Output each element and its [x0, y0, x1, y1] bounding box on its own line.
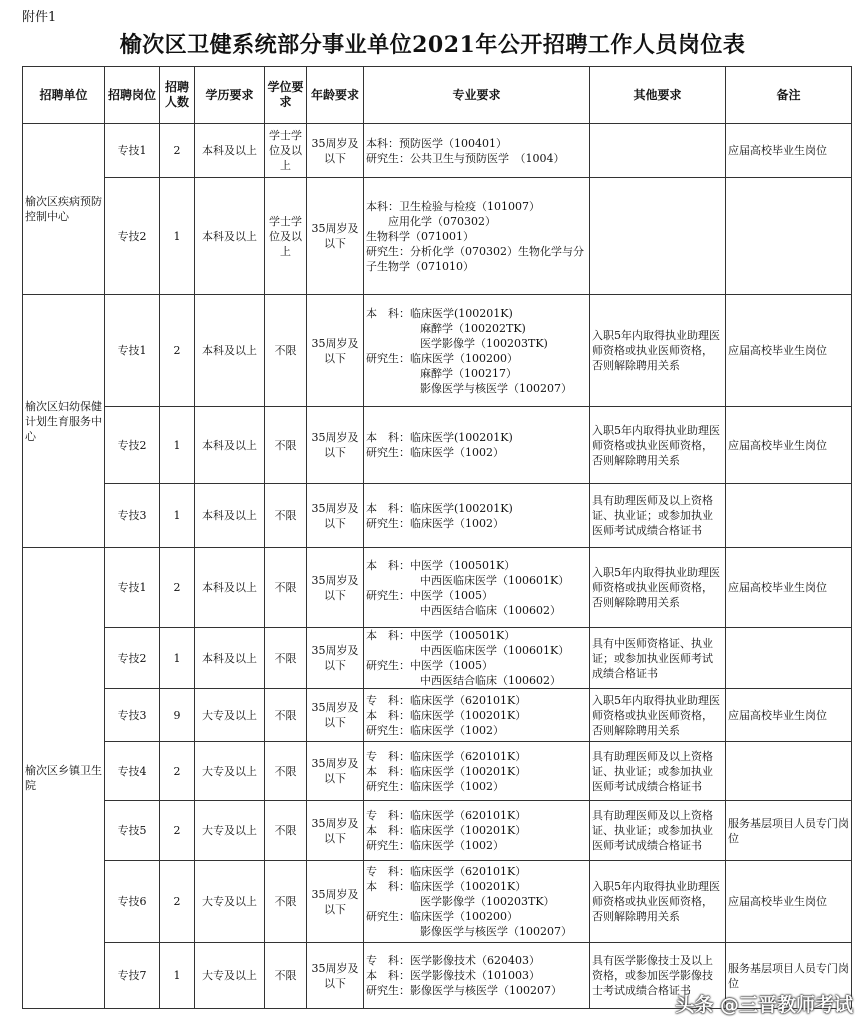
other-cell: 具有医学影像技士及以上资格，或参加医学影像技士考试成绩合格证书: [590, 943, 726, 1009]
note-cell: 应届高校毕业生岗位: [726, 124, 852, 178]
degree-cell: 不限: [265, 689, 307, 742]
other-cell: 入职5年内取得执业助理医师资格或执业医师资格，否则解除聘用关系: [590, 407, 726, 484]
education-cell: 大专及以上: [195, 742, 265, 801]
count-cell: 1: [160, 407, 195, 484]
position-cell: 专技5: [105, 801, 160, 861]
note-cell: 应届高校毕业生岗位: [726, 861, 852, 943]
note-cell: [726, 628, 852, 689]
position-cell: 专技4: [105, 742, 160, 801]
document-title: 榆次区卫健系统部分事业单位2021年公开招聘工作人员岗位表: [119, 32, 746, 58]
degree-cell: 不限: [265, 484, 307, 548]
education-cell: 本科及以上: [195, 484, 265, 548]
note-cell: [726, 484, 852, 548]
age-cell: 35周岁及以下: [307, 628, 364, 689]
position-cell: 专技3: [105, 689, 160, 742]
degree-cell: 不限: [265, 407, 307, 484]
major-cell: 本科：预防医学（100401） 研究生：公共卫生与预防医学 （1004）: [364, 124, 590, 178]
education-cell: 大专及以上: [195, 943, 265, 1009]
age-cell: 35周岁及以下: [307, 124, 364, 178]
table-row: [23, 628, 852, 689]
major-cell: 本 科：临床医学(100201K) 研究生：临床医学（1002）: [364, 484, 590, 548]
count-cell: 1: [160, 178, 195, 295]
col-header-age: 年龄要求: [307, 67, 364, 124]
col-header-degree: 学位要求: [265, 67, 307, 124]
degree-cell: 不限: [265, 742, 307, 801]
education-cell: 本科及以上: [195, 628, 265, 689]
major-cell: 本 科：临床医学(100201K) 麻醉学（100202TK) 医学影像学（100203TK) 研究生：临床医学（100200） 麻醉学（100217） 影像医学与核医学（100207）: [364, 295, 590, 407]
position-cell: 专技1: [105, 295, 160, 407]
note-cell: 应届高校毕业生岗位: [726, 689, 852, 742]
col-header-unit: 招聘单位: [23, 67, 105, 124]
degree-cell: 不限: [265, 801, 307, 861]
count-cell: 2: [160, 742, 195, 801]
major-cell: 专 科：临床医学（620101K） 本 科：临床医学（100201K） 研究生：临床医学（1002）: [364, 801, 590, 861]
attachment-label: 附件1: [22, 10, 57, 25]
major-cell: 专 科：临床医学（620101K） 本 科：临床医学（100201K） 研究生：临床医学（1002）: [364, 742, 590, 801]
other-cell: 具有助理医师及以上资格证、执业证；或参加执业医师考试成绩合格证书: [590, 801, 726, 861]
degree-cell: 不限: [265, 861, 307, 943]
table-row: [23, 861, 852, 943]
major-cell: 本 科：临床医学(100201K) 研究生：临床医学（1002）: [364, 407, 590, 484]
count-cell: 1: [160, 628, 195, 689]
col-header-note: 备注: [726, 67, 852, 124]
other-cell: 具有助理医师及以上资格证、执业证；或参加执业医师考试成绩合格证书: [590, 484, 726, 548]
degree-cell: 不限: [265, 628, 307, 689]
education-cell: 本科及以上: [195, 178, 265, 295]
age-cell: 35周岁及以下: [307, 801, 364, 861]
table-row: [23, 295, 852, 407]
note-cell: [726, 742, 852, 801]
unit-cell: 榆次区妇幼保健计划生育服务中心: [23, 295, 105, 548]
table-row: [23, 689, 852, 742]
count-cell: 2: [160, 548, 195, 628]
unit-cell: 榆次区疾病预防控制中心: [23, 124, 105, 295]
other-cell: [590, 124, 726, 178]
major-cell: 专 科：临床医学（620101K） 本 科：临床医学（100201K） 研究生：临床医学（1002）: [364, 689, 590, 742]
education-cell: 本科及以上: [195, 548, 265, 628]
education-cell: 本科及以上: [195, 124, 265, 178]
position-cell: 专技1: [105, 124, 160, 178]
age-cell: 35周岁及以下: [307, 861, 364, 943]
education-cell: 大专及以上: [195, 689, 265, 742]
count-cell: 2: [160, 861, 195, 943]
age-cell: 35周岁及以下: [307, 742, 364, 801]
count-cell: 9: [160, 689, 195, 742]
position-cell: 专技1: [105, 548, 160, 628]
unit-cell: 榆次区乡镇卫生院: [23, 548, 105, 1009]
education-cell: 本科及以上: [195, 407, 265, 484]
other-cell: 入职5年内取得执业助理医师资格或执业医师资格，否则解除聘用关系: [590, 548, 726, 628]
degree-cell: 不限: [265, 295, 307, 407]
education-cell: 大专及以上: [195, 861, 265, 943]
age-cell: 35周岁及以下: [307, 295, 364, 407]
note-cell: 应届高校毕业生岗位: [726, 407, 852, 484]
degree-cell: 学士学位及以上: [265, 178, 307, 295]
col-header-education: 学历要求: [195, 67, 265, 124]
other-cell: 入职5年内取得执业助理医师资格或执业医师资格，否则解除聘用关系: [590, 689, 726, 742]
position-cell: 专技7: [105, 943, 160, 1009]
age-cell: 35周岁及以下: [307, 548, 364, 628]
degree-cell: 不限: [265, 548, 307, 628]
other-cell: [590, 178, 726, 295]
other-cell: 具有助理医师及以上资格证、执业证；或参加执业医师考试成绩合格证书: [590, 742, 726, 801]
count-cell: 2: [160, 295, 195, 407]
table-row: [23, 801, 852, 861]
table-row: [23, 484, 852, 548]
count-cell: 2: [160, 801, 195, 861]
position-cell: 专技2: [105, 407, 160, 484]
note-cell: 服务基层项目人员专门岗位: [726, 801, 852, 861]
position-cell: 专技2: [105, 178, 160, 295]
col-header-major: 专业要求: [364, 67, 590, 124]
count-cell: 1: [160, 943, 195, 1009]
age-cell: 35周岁及以下: [307, 484, 364, 548]
note-cell: [726, 178, 852, 295]
note-cell: 应届高校毕业生岗位: [726, 548, 852, 628]
education-cell: 大专及以上: [195, 801, 265, 861]
major-cell: 本科：卫生检验与检疫（101007） 应用化学（070302） 生物科学（071001） 研究生：分析化学（070302）生物化学与分子生物学（071010）: [364, 178, 590, 295]
degree-cell: 学士学位及以上: [265, 124, 307, 178]
count-cell: 1: [160, 484, 195, 548]
age-cell: 35周岁及以下: [307, 943, 364, 1009]
age-cell: 35周岁及以下: [307, 689, 364, 742]
count-cell: 2: [160, 124, 195, 178]
other-cell: 入职5年内取得执业助理医师资格或执业医师资格，否则解除聘用关系: [590, 861, 726, 943]
major-cell: 专 科：医学影像技术（620403） 本 科：医学影像技术（101003） 研究生：影像医学与核医学（100207）: [364, 943, 590, 1009]
other-cell: 入职5年内取得执业助理医师资格或执业医师资格，否则解除聘用关系: [590, 295, 726, 407]
note-cell: 服务基层项目人员专门岗位: [726, 943, 852, 1009]
col-header-other: 其他要求: [590, 67, 726, 124]
other-cell: 具有中医师资格证、执业证；或参加执业医师考试成绩合格证书: [590, 628, 726, 689]
education-cell: 本科及以上: [195, 295, 265, 407]
age-cell: 35周岁及以下: [307, 178, 364, 295]
position-cell: 专技2: [105, 628, 160, 689]
position-cell: 专技3: [105, 484, 160, 548]
age-cell: 35周岁及以下: [307, 407, 364, 484]
table-row: [23, 407, 852, 484]
table-row: [23, 742, 852, 801]
major-cell: 专 科：临床医学（620101K） 本 科：临床医学（100201K） 医学影像学（100203TK） 研究生：临床医学（100200） 影像医学与核医学（100207）: [364, 861, 590, 943]
table-row: [23, 124, 852, 178]
major-cell: 本 科：中医学（100501K） 中西医临床医学（100601K） 研究生：中医学（1005） 中西医结合临床（100602）: [364, 628, 590, 689]
degree-cell: 不限: [265, 943, 307, 1009]
note-cell: 应届高校毕业生岗位: [726, 295, 852, 407]
table-header-row: [23, 67, 852, 124]
watermark-text: 头条 @三晋教师考试: [675, 994, 853, 1016]
col-header-position: 招聘岗位: [105, 67, 160, 124]
positions-table: [22, 66, 852, 1009]
table-row: [23, 548, 852, 628]
position-cell: 专技6: [105, 861, 160, 943]
col-header-count: 招聘人数: [160, 67, 195, 124]
major-cell: 本 科：中医学（100501K） 中西医临床医学（100601K） 研究生：中医学（1005） 中西医结合临床（100602）: [364, 548, 590, 628]
table-row: [23, 178, 852, 295]
